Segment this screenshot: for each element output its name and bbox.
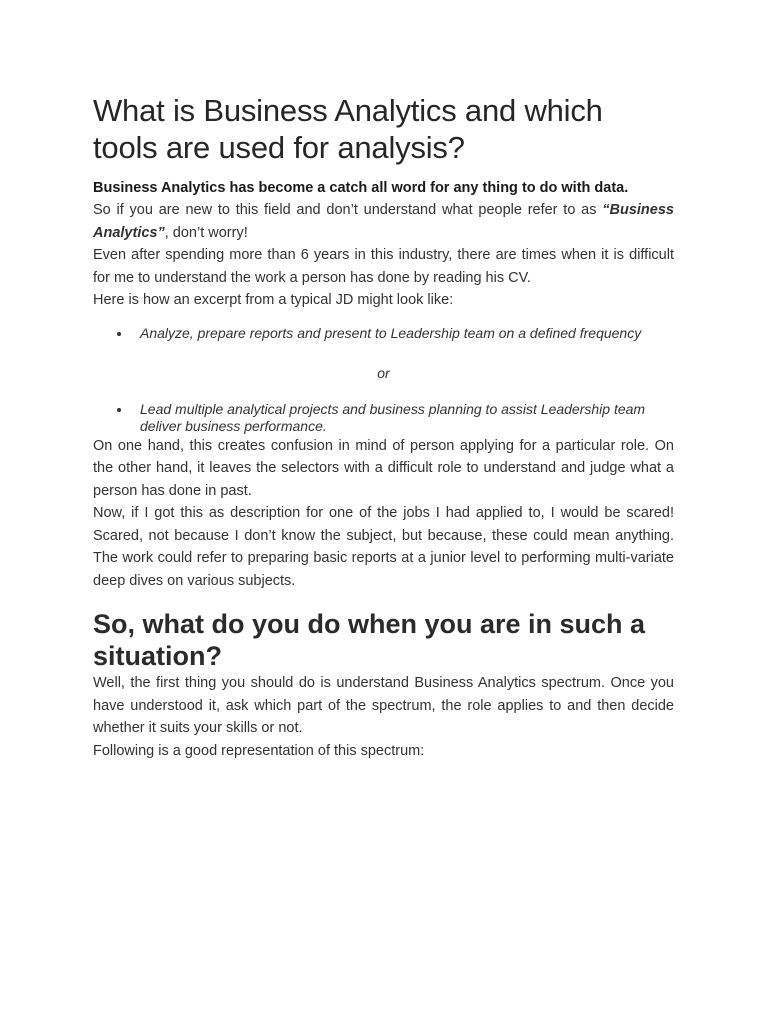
bullet-icon <box>117 332 121 336</box>
section-heading: So, what do you do when you are in such a situation? <box>93 609 646 671</box>
jd-bullet-list-2 <box>93 401 674 435</box>
or-separator: or <box>377 364 390 381</box>
paragraph-representation: Following is a good representation of this spectrum: <box>93 742 425 759</box>
lead-paragraph: Business Analytics has become a catch all word for any thing to do with data. <box>93 180 629 196</box>
list-item-text: Lead multiple analytical projects and business planning to assist Leadership team deliver business performance. <box>140 400 646 434</box>
business-analytics-emphasis: “Business Analytics” <box>93 202 674 241</box>
list-item <box>93 401 674 435</box>
paragraph-spectrum: Well, the first thing you should do is understand Business Analytics spectrum. Once you have understood it, ask which part of the spectrum, the role applies to and then decide whether it suits your skills or not. <box>93 675 674 736</box>
list-item <box>93 325 674 342</box>
paragraph-confusion: On one hand, this creates confusion in mind of person applying for a particular role. On the other hand, it leaves the selectors with a difficult role to understand and judge what a person has done in past. <box>93 437 674 499</box>
page-title: What is Business Analytics and which tools are used for analysis? <box>93 93 603 165</box>
paragraph-intro-text: So if you are new to this field and don’t understand what people refer to as <box>93 202 603 218</box>
bullet-icon <box>117 408 121 412</box>
paragraph-scared: Now, if I got this as description for one of the jobs I had applied to, I would be scared! Scared, not because I don’t know the subject, but because, these could mean anything. The work could refer to preparing basic reports at a junior level to performing multi-variate deep dives on various subjects. <box>93 505 674 589</box>
paragraph-jd-intro: Here is how an excerpt from a typical JD might look like: <box>93 292 454 308</box>
paragraph-experience: Even after spending more than 6 years in this industry, there are times when it is difficult for me to understand the work a person has done by reading his CV. <box>93 247 674 286</box>
jd-bullet-list <box>93 325 674 342</box>
paragraph-intro <box>93 199 674 244</box>
paragraph-intro-tail: , don’t worry! <box>164 224 248 241</box>
list-item-text: Analyze, prepare reports and present to Leadership team on a defined frequency <box>140 324 642 341</box>
